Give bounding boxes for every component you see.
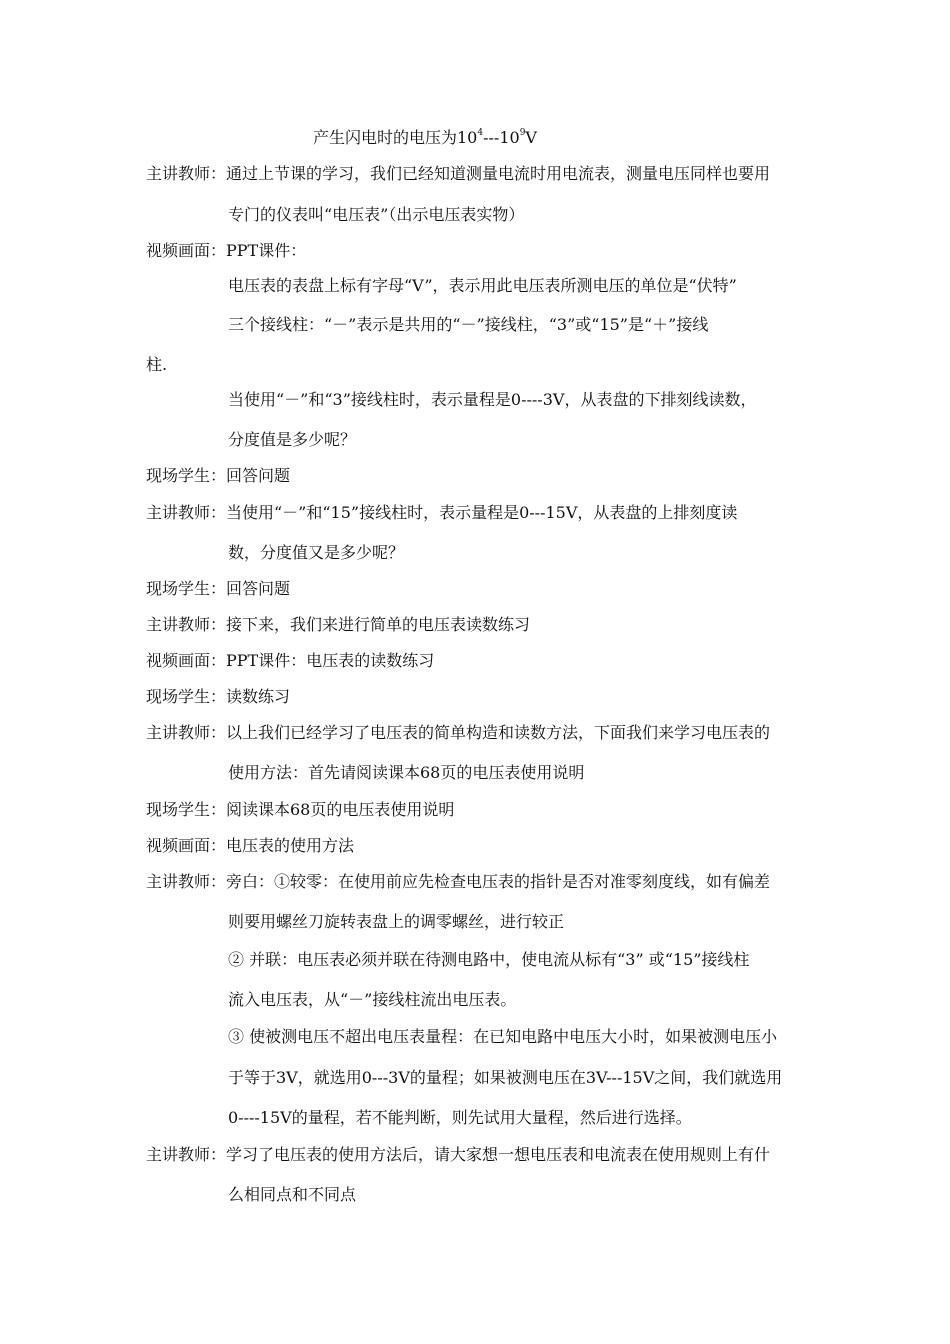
paragraph-line: 么相同点和不同点 [228,1185,357,1204]
paragraph-line: 主讲教师：学习了电压表的使用方法后，请大家想一想电压表和电流表在使用规则上有什 [146,1145,771,1164]
paragraph-line: 三个接线柱：“－”表示是共用的“－”接线柱，“3”或“15”是“＋”接线 [228,315,709,334]
paragraph-line: 视频画面：PPT课件： [146,241,307,260]
paragraph-line: 数，分度值又是多少呢？ [228,543,405,562]
paragraph-line: 柱. [146,355,168,374]
paragraph-line: 则要用螺丝刀旋转表盘上的调零螺丝，进行较正 [228,912,565,931]
paragraph-line: 现场学生：回答问题 [146,579,291,598]
paragraph-line: 主讲教师：旁白：①较零：在使用前应先检查电压表的指针是否对准零刻度线，如有偏差 [146,872,771,891]
paragraph-line: 流入电压表，从“－”接线柱流出电压表。 [228,990,517,1009]
paragraph-line: 0----15V的量程，若不能判断，则先试用大量程，然后进行选择。 [228,1108,692,1127]
paragraph-line: 电压表的表盘上标有字母“V”，表示用此电压表所测电压的单位是“伏特” [228,276,737,295]
paragraph-line: ② 并联：电压表必须并联在待测电路中，使电流从标有“3” 或“15”接线柱 [228,950,750,969]
title-line: 产生闪电时的电压为$10^4---10^9V$ [313,127,537,147]
paragraph-line: 于等于3V，就选用0---3V的量程；如果被测电压在3V---15V之间，我们就选用 [228,1068,783,1087]
paragraph-line: 现场学生：读数练习 [146,687,291,706]
paragraph-line: 主讲教师：通过上节课的学习，我们已经知道测量电流时用电流表，测量电压同样也要用 [146,164,771,183]
paragraph-line: 使用方法：首先请阅读课本68页的电压表使用说明 [228,763,585,782]
paragraph-line: 视频画面：电压表的使用方法 [146,836,355,855]
paragraph-line: 主讲教师：以上我们已经学习了电压表的简单构造和读数方法，下面我们来学习电压表的 [146,723,771,742]
paragraph-line: 专门的仪表叫“电压表”（出示电压表实物） [228,205,525,224]
paragraph-line: 主讲教师：接下来，我们来进行简单的电压表读数练习 [146,615,531,634]
paragraph-line: 现场学生：阅读课本68页的电压表使用说明 [146,800,455,819]
paragraph-line: ③ 使被测电压不超出电压表量程：在已知电路中电压大小时，如果被测电压小 [228,1027,778,1046]
paragraph-line: 当使用“－”和“3”接线柱时，表示量程是0----3V，从表盘的下排刻线读数， [228,390,757,409]
paragraph-line: 主讲教师：当使用“－”和“15”接线柱时，表示量程是0---15V，从表盘的上排刻度读 [146,503,738,522]
paragraph-line: 视频画面：PPT课件：电压表的读数练习 [146,651,435,670]
paragraph-line: 分度值是多少呢？ [228,430,357,449]
paragraph-line: 现场学生：回答问题 [146,466,291,485]
